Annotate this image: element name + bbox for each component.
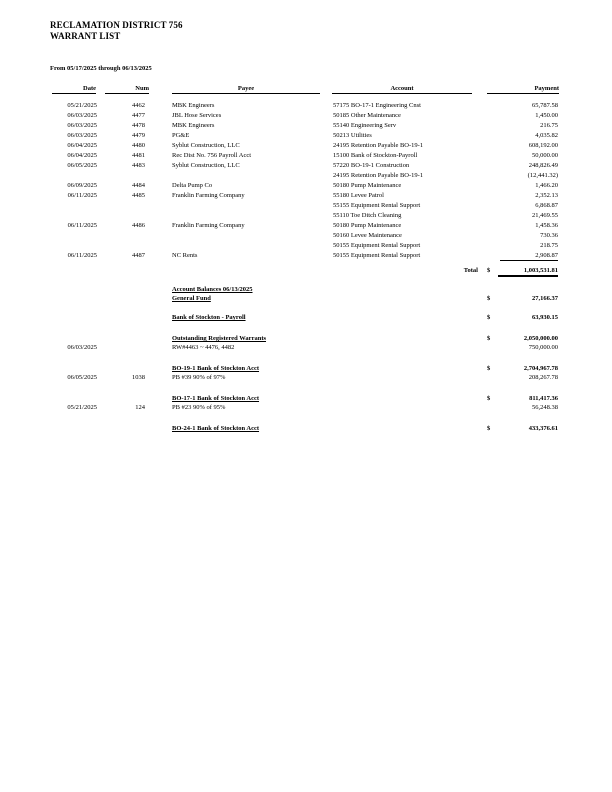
table-row: [0, 171, 612, 181]
payroll-label: Bank of Stockton - Payroll: [172, 314, 246, 321]
cell-payment: 21,469.55: [532, 212, 558, 219]
cell-payment: 248,826.49: [528, 162, 558, 169]
outstanding-amount: 2,050,000.00: [523, 335, 558, 342]
cell-account: 50160 Levee Maintenance: [333, 232, 402, 239]
cell-num: 4485: [132, 192, 145, 199]
table-row: [0, 251, 612, 261]
cell-num: 4481: [132, 152, 145, 159]
balances-heading: Account Balances 06/13/2025: [172, 286, 253, 293]
cell-payment: (12,441.32): [527, 172, 558, 179]
bo17-detail-num: 124: [135, 404, 145, 411]
bo17-detail-date: 05/21/2025: [67, 404, 97, 411]
table-row: [0, 191, 612, 201]
cell-date: 06/11/2025: [67, 252, 97, 259]
cell-account: 24195 Retention Payable BO-19-1: [333, 142, 424, 149]
cell-num: 4477: [132, 112, 145, 119]
cell-payment: 730.36: [540, 232, 558, 239]
total-amount: 1,003,531.81: [498, 266, 558, 277]
table-row: [0, 241, 612, 251]
cell-payee: Franklin Farming Company: [172, 192, 245, 199]
cell-num: 4484: [132, 182, 145, 189]
cell-account: 15100 Bank of Stockton-Payroll: [333, 152, 418, 159]
outstanding-currency: $: [487, 335, 491, 342]
cell-payee: Syblut Construction, LLC: [172, 142, 240, 149]
table-row: [0, 221, 612, 231]
outstanding-label: Outstanding Registered Warrants: [172, 335, 267, 342]
total-currency: $: [487, 267, 491, 274]
bo19-detail-desc: PB #39 90% of 97%: [172, 374, 226, 381]
cell-payment: 1,466.20: [535, 182, 558, 189]
column-header-date: Date: [52, 85, 96, 94]
cell-payment: 1,450.00: [535, 112, 558, 119]
cell-num: 4478: [132, 122, 145, 129]
cell-date: 06/03/2025: [67, 112, 97, 119]
cell-num: 4483: [132, 162, 145, 169]
cell-payee: Rec Dist No. 756 Payroll Acct: [172, 152, 252, 159]
cell-account: 55155 Equipment Rental Support: [333, 202, 421, 209]
cell-payment: 608,192.00: [528, 142, 558, 149]
cell-account: 24195 Retention Payable BO-19-1: [333, 172, 424, 179]
column-header-account: Account: [332, 85, 472, 94]
payroll-amount: 63,930.15: [532, 314, 558, 321]
bo19-detail-date: 06/05/2025: [67, 374, 97, 381]
bo19-label: BO-19-1 Bank of Stockton Acct: [172, 365, 260, 372]
general-fund-amount: 27,166.37: [532, 295, 558, 302]
bo24-label: BO-24-1 Bank of Stockton Acct: [172, 425, 260, 432]
bo24-currency: $: [487, 425, 491, 432]
bo17-detail-desc: PB #23 90% of 95%: [172, 404, 226, 411]
bo24-amount: 433,376.61: [528, 425, 558, 432]
cell-account: 57220 BO-19-1 Construction: [333, 162, 410, 169]
bo19-detail-num: 1038: [132, 374, 145, 381]
general-fund-label: General Fund: [172, 295, 211, 302]
cell-num: 4462: [132, 102, 145, 109]
table-row: [0, 231, 612, 241]
warrant-table: [0, 101, 612, 261]
column-header-num: Num: [105, 85, 149, 94]
cell-payee: MBK Engineers: [172, 122, 215, 129]
table-row: [0, 151, 612, 161]
cell-num: 4486: [132, 222, 145, 229]
payroll-currency: $: [487, 314, 491, 321]
district-title: RECLAMATION DISTRICT 756: [50, 20, 183, 30]
cell-account: 50180 Pump Maintenance: [333, 182, 402, 189]
bo19-currency: $: [487, 365, 491, 372]
date-range: From 05/17/2025 through 06/13/2025: [50, 65, 152, 72]
cell-account: 55140 Engineering Serv: [333, 122, 397, 129]
table-row: [0, 131, 612, 141]
table-row: [0, 141, 612, 151]
table-row: [0, 201, 612, 211]
bo17-currency: $: [487, 395, 491, 402]
cell-account: 55110 Toe Ditch Cleaning: [333, 212, 402, 219]
table-row: [0, 211, 612, 221]
cell-date: 06/11/2025: [67, 222, 97, 229]
cell-payment: 6,868.87: [535, 202, 558, 209]
total-label: Total: [463, 267, 478, 274]
table-row: [0, 111, 612, 121]
cell-payment: 216.75: [540, 122, 558, 129]
cell-payee: Syblut Construction, LLC: [172, 162, 240, 169]
cell-payment: 2,908.87: [500, 251, 558, 261]
bo19-detail-amount: 208,267.78: [528, 374, 558, 381]
cell-account: 55180 Levee Patrol: [333, 192, 384, 199]
cell-payee: MBK Engineers: [172, 102, 215, 109]
cell-date: 06/03/2025: [67, 132, 97, 139]
bo17-amount: 811,417.36: [529, 395, 558, 402]
column-header-payee: Payee: [172, 85, 320, 94]
cell-payment: 4,035.82: [535, 132, 558, 139]
cell-payee: Franklin Farming Company: [172, 222, 245, 229]
table-row: [0, 161, 612, 171]
cell-date: 06/04/2025: [67, 152, 97, 159]
general-fund-currency: $: [487, 295, 491, 302]
cell-date: 05/21/2025: [67, 102, 97, 109]
cell-date: 06/04/2025: [67, 142, 97, 149]
cell-date: 06/05/2025: [67, 162, 97, 169]
cell-date: 06/09/2025: [67, 182, 97, 189]
cell-payee: Delta Pump Co: [172, 182, 213, 189]
cell-account: 50185 Other Maintenance: [333, 112, 401, 119]
document-title: WARRANT LIST: [50, 31, 121, 41]
cell-date: 06/03/2025: [67, 122, 97, 129]
cell-date: 06/11/2025: [67, 192, 97, 199]
outstanding-detail-desc: RW#4463 ~ 4476, 4482: [172, 344, 235, 351]
bo17-detail-amount: 56,248.38: [532, 404, 558, 411]
cell-account: 50155 Equipment Rental Support: [333, 252, 421, 259]
cell-num: 4480: [132, 142, 145, 149]
cell-payment: 50,000.00: [532, 152, 558, 159]
cell-account: 50213 Utilities: [333, 132, 372, 139]
cell-payee: JBL Hose Services: [172, 112, 222, 119]
bo19-amount: 2,704,967.78: [523, 365, 558, 372]
cell-payment: 218.75: [540, 242, 558, 249]
cell-account: 50155 Equipment Rental Support: [333, 242, 421, 249]
outstanding-detail-date: 06/03/2025: [67, 344, 97, 351]
table-row: [0, 121, 612, 131]
outstanding-detail-amount: 750,000.00: [528, 344, 558, 351]
cell-num: 4487: [132, 252, 145, 259]
cell-payment: 1,458.36: [535, 222, 558, 229]
cell-account: 50180 Pump Maintenance: [333, 222, 402, 229]
table-row: [0, 181, 612, 191]
cell-account: 57175 BO-17-1 Engineering Cnst: [333, 102, 421, 109]
column-header-payment: Payment: [487, 85, 559, 94]
cell-num: 4479: [132, 132, 145, 139]
table-row: [0, 101, 612, 111]
bo17-label: BO-17-1 Bank of Stockton Acct: [172, 395, 260, 402]
cell-payee: NC Rents: [172, 252, 198, 259]
cell-payment: 2,352.13: [535, 192, 558, 199]
cell-payee: PG&E: [172, 132, 190, 139]
cell-payment: 65,787.58: [532, 102, 558, 109]
